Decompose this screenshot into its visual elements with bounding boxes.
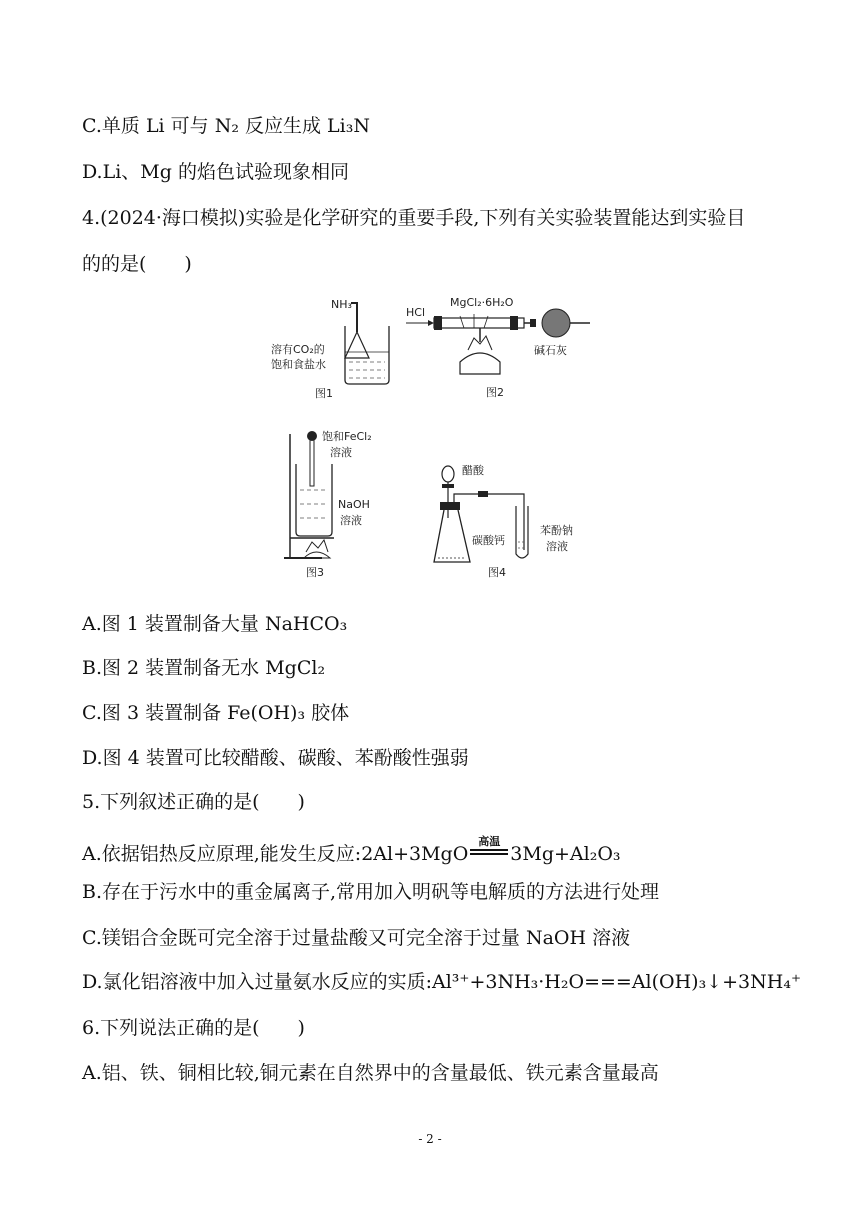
q4-option-a: A.图 1 装置制备大量 NaHCO₃: [82, 613, 348, 635]
fig4-acid-label: 醋酸: [462, 464, 484, 477]
fig3-reagent2-label-2: 溶液: [340, 514, 362, 527]
fig3-reagent1-label-2: 溶液: [330, 446, 352, 459]
figure-3: [280, 424, 400, 584]
q5-option-d: D.氯化铝溶液中加入过量氨水反应的实质:Al³⁺+3NH₃·H₂O===Al(OH)₃↓+3NH₄⁺: [82, 971, 801, 993]
reaction-condition: [468, 836, 510, 860]
question-4-stem-cont: 的的是( ): [82, 253, 192, 275]
q5-option-c: C.镁铝合金既可完全溶于过量盐酸又可完全溶于过量 NaOH 溶液: [82, 927, 631, 949]
q5-option-a-post: 3Mg+Al₂O₃: [510, 843, 621, 865]
q6-option-a: A.铝、铁、铜相比较,铜元素在自然界中的含量最低、铁元素含量最高: [82, 1062, 659, 1084]
fig1-caption: 图1: [315, 387, 333, 400]
question-6-stem: 6.下列说法正确的是( ): [82, 1017, 305, 1039]
fig3-caption: 图3: [306, 566, 324, 579]
figure-1: [265, 292, 405, 404]
fig2-solid-label: MgCl₂·6H₂O: [450, 296, 514, 309]
q5-option-b: B.存在于污水中的重金属离子,常用加入明矾等电解质的方法进行处理: [82, 881, 660, 903]
question-5-stem: 5.下列叙述正确的是( ): [82, 791, 305, 813]
page-number: - 2 -: [418, 1132, 442, 1146]
fig2-caption: 图2: [486, 386, 504, 399]
fig2-gas-label: HCl: [406, 306, 426, 319]
fig4-tube-label-1: 苯酚钠: [540, 524, 573, 537]
option-c-q3: C.单质 Li 可与 N₂ 反应生成 Li₃N: [82, 115, 370, 137]
fig1-liquid-label-1: 溶有CO₂的: [271, 343, 325, 356]
q4-option-d: D.图 4 装置可比较醋酸、碳酸、苯酚酸性强弱: [82, 747, 469, 769]
fig4-solid-label: 碳酸钙: [472, 534, 505, 547]
fig1-gas-label: NH₃: [331, 298, 352, 311]
figure-2: [404, 292, 604, 404]
fig4-tube-label-2: 溶液: [546, 540, 568, 553]
reaction-condition-text: 高温: [478, 835, 501, 848]
fig3-reagent1-label-1: 饱和FeCl₂: [322, 430, 372, 443]
fig3-reagent2-label-1: NaOH: [338, 498, 370, 511]
q4-option-c: C.图 3 装置制备 Fe(OH)₃ 胶体: [82, 702, 350, 724]
fig1-liquid-label-2: 饱和食盐水: [271, 358, 326, 371]
fig2-absorber-label: 碱石灰: [534, 344, 567, 357]
figure-4: [428, 458, 598, 584]
q5-option-a-pre: A.依据铝热反应原理,能发生反应:2Al+3MgO: [82, 843, 469, 865]
q4-option-b: B.图 2 装置制备无水 MgCl₂: [82, 657, 326, 679]
fig4-caption: 图4: [488, 566, 506, 579]
q5-option-a: [82, 836, 621, 866]
option-d-q3: D.Li、Mg 的焰色试验现象相同: [82, 161, 349, 183]
question-4-stem: 4.(2024·海口模拟)实验是化学研究的重要手段,下列有关实验装置能达到实验目: [82, 207, 746, 229]
